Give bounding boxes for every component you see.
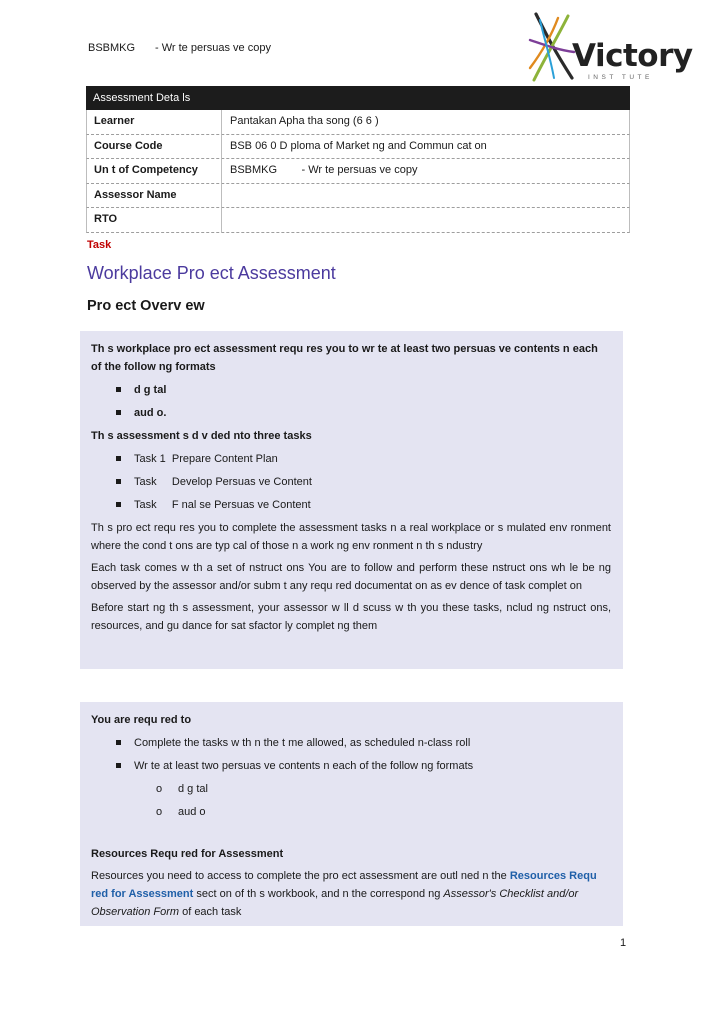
list-item [116,473,611,491]
assessment-details-heading: Assessment Deta ls [86,86,630,110]
resources-link[interactable]: Resources Requ red for Assessment [91,870,597,900]
details-label: Assessor Name [87,184,222,208]
resources-heading: Resources Requ red for Assessment [91,848,284,860]
logo-tagline: INST TUTE [588,74,653,81]
list-item-text: Wr te at least two persuas ve contents n each of the follow ng formats [134,760,474,772]
list-item [116,496,611,514]
list-item [156,803,611,821]
required-heading: You are requ red to [91,714,192,726]
details-value [222,208,629,232]
resources-italic: Assessor's [443,888,497,900]
details-value: Pantakan Apha tha song (6 6 ) [230,115,379,127]
section-title: Pro ect Overv ew [87,298,205,314]
bullet-square-icon [116,387,121,392]
bullet-square-icon [116,410,121,415]
list-item-text: aud o [178,806,206,818]
list-item-text: Task 1 Prepare Content Plan [134,453,278,465]
header-unit-code: BSBMKG [88,42,136,54]
bullet-square-icon [116,456,121,461]
task-label: Task [87,239,112,251]
overview-paragraph: Each task comes w th a set of nstruct ons You are to follow and perform these nstruct ons wh le be ng observed by the assessor and/or subm t any requ red documentat on as ev dence of task complet on [91,562,611,592]
bullet-square-icon [116,763,121,768]
list-item [116,757,611,775]
details-label: Learner [87,110,222,134]
resources-text: Resources you need to access to complete the pro ect assessment are outl ned n the [91,870,510,882]
formats-list [91,381,611,422]
bullet-square-icon [116,479,121,484]
tasks-list [91,450,611,514]
header-unit-title: - Wr te persuas ve copy [155,42,271,54]
tasks-intro: Th s assessment s d v ded nto three tasks [91,430,312,442]
logo-x-mark-icon [528,12,578,84]
overview-paragraph: Before start ng th s assessment, your assessor w ll d scuss w th you these tasks, nclud ng nstruct ons, resources, and gu dance for sat sfactor ly complet ng them [91,602,611,632]
resources-text: sect on of th s workbook, and n the correspond ng [193,888,444,900]
bullet-square-icon [116,740,121,745]
details-label: RTO [87,208,222,232]
list-item [156,780,611,798]
page-title: Workplace Pro ect Assessment [87,263,336,283]
details-row-unit-of-competency [86,159,630,184]
list-item-text: Task F nal se Persuas ve Content [134,499,311,511]
details-row-learner [86,110,630,135]
list-item-text: d g tal [134,384,167,396]
resources-italic: Checklist and/or Observation Form [91,888,579,918]
details-label: Un t of Competency [87,159,222,183]
list-item-text: Complete the tasks w th n the t me allowed, as scheduled n-class roll [134,737,471,749]
requirements-box [80,702,623,926]
details-value [222,184,629,208]
page-number: 1 [620,937,627,949]
required-list [91,734,611,775]
resources-paragraph [91,867,611,921]
project-overview-box [80,331,623,669]
overview-intro: Th s workplace pro ect assessment requ res you to wr te at least two persuas ve contents n each of the follow ng formats [91,343,598,373]
assessment-details-table [86,86,630,233]
list-item [116,381,611,399]
details-row-course-code [86,135,630,160]
sub-bullet-marker: o [156,806,163,818]
list-item [116,450,611,468]
details-label: Course Code [87,135,222,159]
list-item [116,734,611,752]
victory-logo [528,12,693,82]
details-value: BSBMKG - Wr te persuas ve copy [230,164,418,177]
bullet-square-icon [116,502,121,507]
sub-bullet-marker: o [156,783,163,795]
list-item-text: aud o. [134,407,167,419]
list-item-text: d g tal [178,783,208,795]
details-row-rto [86,208,630,233]
details-value: BSB 06 0 D ploma of Market ng and Commun cat on [230,139,487,152]
overview-paragraph: Th s pro ect requ res you to complete the assessment tasks n a real workplace or s mulated env ronment where the cond t ons are typ cal of those n a work ng env ronment n th s ndustry [91,522,611,552]
logo-name: Victory [572,38,693,74]
sub-formats-list [91,780,611,821]
details-row-assessor-name [86,184,630,209]
list-item [116,404,611,422]
list-item-text: Task Develop Persuas ve Content [134,476,312,488]
resources-text: of each task [179,906,242,918]
